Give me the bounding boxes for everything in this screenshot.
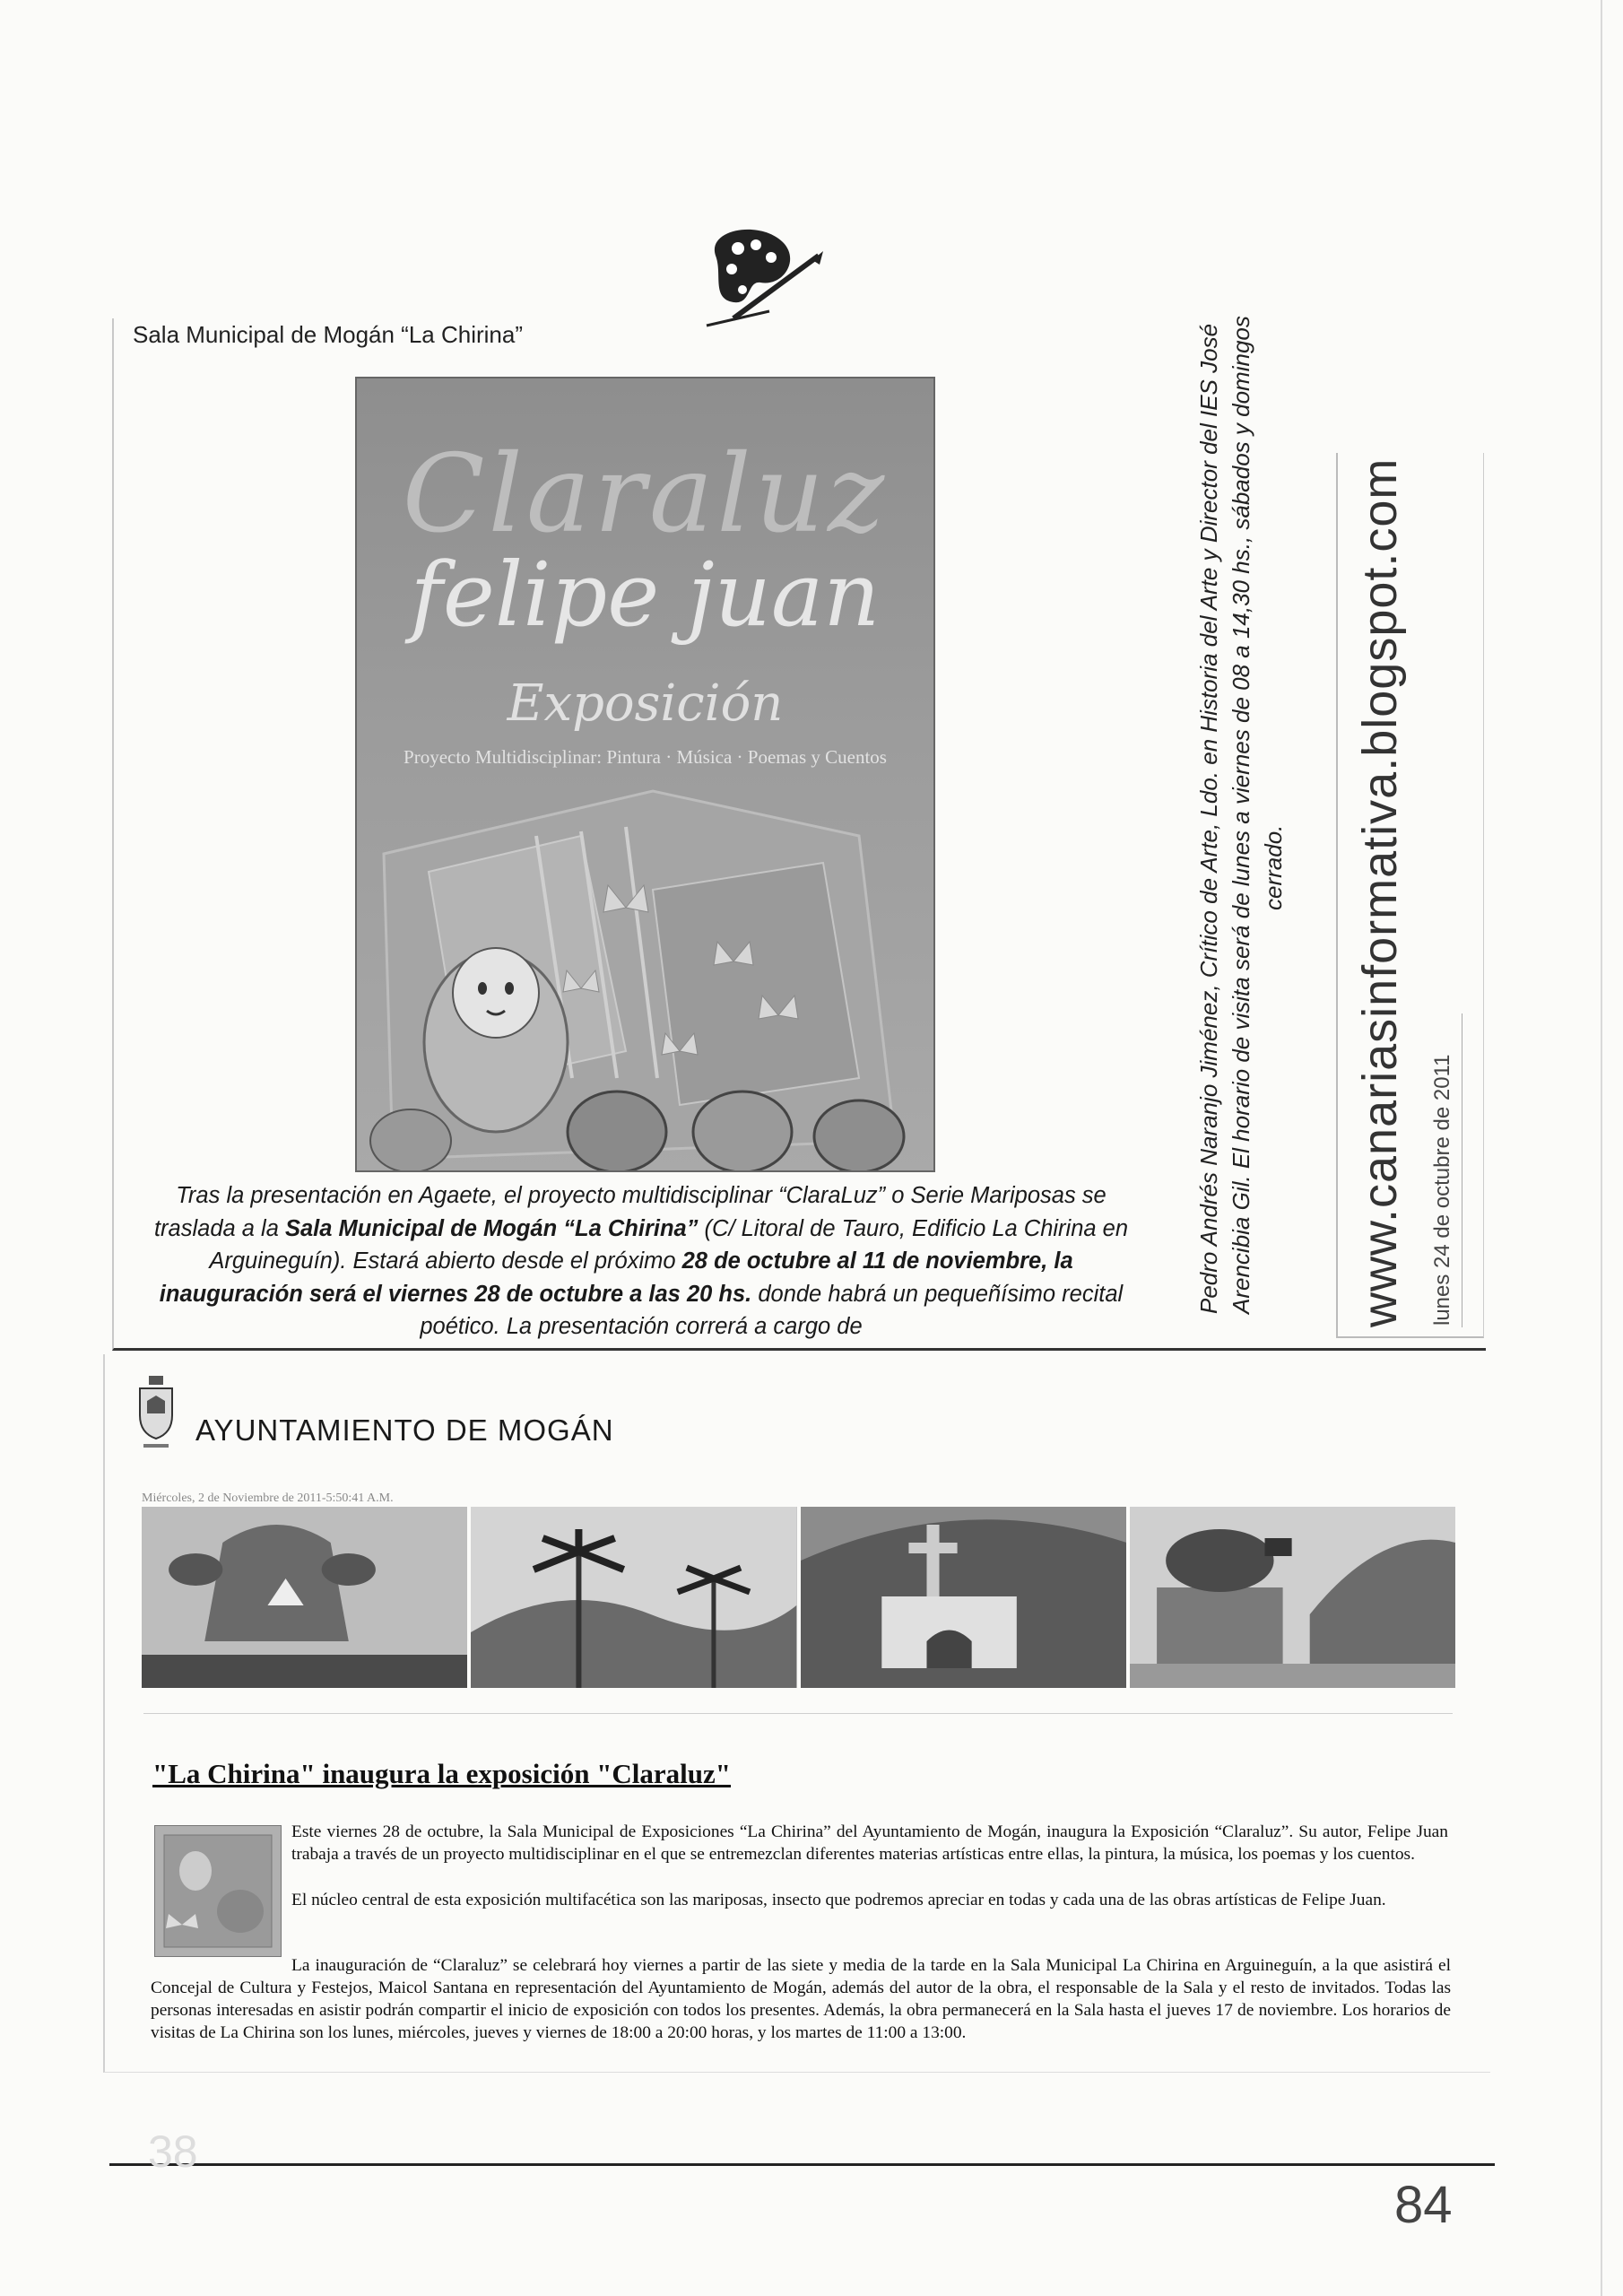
article-thumbnail (154, 1825, 282, 1957)
publication-date: Miércoles, 2 de Noviembre de 2011-5:50:41 A.M. (142, 1492, 394, 1505)
side-credit-line: Arencibia Gil. El horario de visita será de lunes a viernes de 08 a 14,30 hs., sábados y domingos (1228, 316, 1254, 1314)
exhibition-poster (355, 377, 935, 1172)
poster-artwork (357, 782, 933, 1170)
paragraph-bold-dates: 28 de octubre al 11 de noviembre, la inauguración será el viernes 28 de octubre a las 20 hs. (159, 1248, 1073, 1307)
banner-photo-sculpture (142, 1507, 467, 1688)
faint-page-mark: 38 (148, 2126, 198, 2177)
blog-date: lunes 24 de octubre de 2011 (1430, 1054, 1454, 1326)
banner-photo-cross (801, 1507, 1126, 1688)
paragraph-text: Tras la presentación en Agaete, el proyecto multidisciplinar “ClaraLuz” o Serie Mariposas se traslada a la (153, 1183, 1107, 1241)
paragraph-text: donde habrá un pequeñísimo recital poético. La presentación correrá a cargo de (420, 1281, 1124, 1339)
side-credit-line: cerrado. (1260, 824, 1287, 910)
poster-subtitle: Exposición (507, 674, 784, 733)
clipping-header: Sala Municipal de Mogán “La Chirina” (133, 321, 524, 348)
poster-tagline: Proyecto Multidisciplinar: Pintura · Música · Poemas y Cuentos (404, 746, 887, 768)
upper-clipping-paragraph (135, 1179, 1148, 1344)
poster-artist: felipe juan (410, 544, 881, 647)
paragraph-bold-venue: Sala Municipal de Mogán “La Chirina” (284, 1215, 699, 1241)
blog-url: www.canariasinformativa.blogspot.com (1353, 457, 1407, 1327)
banner-photo-mill (1130, 1507, 1455, 1688)
divider (143, 1713, 1453, 1714)
side-credit-column (1193, 316, 1289, 1314)
organization-title: AYUNTAMIENTO DE MOGÁN (195, 1413, 614, 1447)
header-banner (142, 1507, 1455, 1688)
article-paragraph: Este viernes 28 de octubre, la Sala Municipal de Exposiciones “La Chirina” del Ayuntamiento de Mogán, inaugura la Exposición “Claraluz”. Su autor, Felipe Juan trabaja a través de un proyecto multidisciplinar en el que se entremezclan diferentes materias artísticas entre ellas, la pintura, la música, los poemas y los cuentos. (291, 1822, 1448, 1864)
article-paragraph: La inauguración de “Claraluz” se celebrará hoy viernes a partir de las siete y media de la tarde en la Sala Municipal La Chirina en Arguineguín, a la que asistirá el Concejal de Cultura y Festejos, Maicol Santana en representación del Ayuntamiento de Mogán, además del autor de la obra, el responsable de la Sala y el resto de invitados. Todas las personas interesadas en asistir podrán compartir el inicio de exposición con todos los presentes. Además, la obra permanecerá en la Sala hasta el jueves 17 de noviembre. Los horarios de visitas de La Chirina son los lunes, miércoles, jueves y viernes de 18:00 a 20:00 horas, y los martes de 11:00 a 13:00. (151, 1956, 1451, 2042)
page-edge (1601, 0, 1602, 2296)
paint-palette-icon (698, 220, 823, 332)
article-paragraph: El núcleo central de esta exposición multifacética son las mariposas, insecto que podremos apreciar en todas y cada una de las obras artísticas de Felipe Juan. (291, 1891, 1386, 1909)
article-title: "La Chirina" inaugura la exposición "Claraluz" (152, 1758, 731, 1789)
page-number: 84 (1394, 2176, 1453, 2234)
paragraph-text: (C/ Litoral de Tauro, Edificio La Chirina en Arguineguín). Estará abierto desde el próximo (209, 1215, 1129, 1274)
divider (109, 2163, 1495, 2166)
banner-photo-palms (471, 1507, 796, 1688)
side-credit-line: Pedro Andrés Naranjo Jiménez, Crítico de Arte, Ldo. en Historia del Arte y Director del IES José (1195, 323, 1222, 1314)
coat-of-arms-icon (136, 1374, 177, 1457)
poster-title: Claraluz (402, 432, 889, 557)
